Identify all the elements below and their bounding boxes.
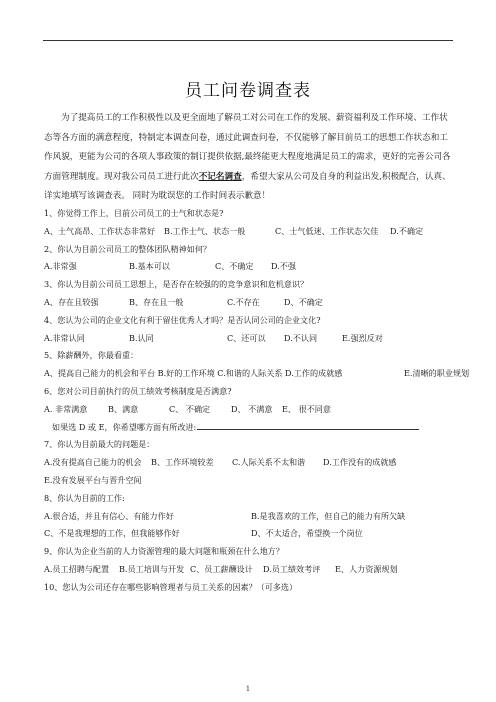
q6-followup <box>44 419 456 437</box>
q7-option[interactable]: D.工作没有的成就感 <box>323 457 397 468</box>
q6: 6、您对公司目前执行的员工绩效考核制度是否满意? <box>44 385 232 396</box>
q6-option[interactable]: B、满意 <box>108 403 139 414</box>
q7-option[interactable]: C.人际关系不太和谐 <box>232 457 306 468</box>
q3-option[interactable]: A、存在且较强 <box>44 296 99 307</box>
q7-option[interactable]: B、工作环境较差 <box>151 457 214 468</box>
q4: 4、您认为公司的企业文化有利于留住优秀人才吗？是否认同公司的企业文化? <box>44 314 321 325</box>
q4-option[interactable]: C、还可以 <box>227 332 266 343</box>
q8-options-2 <box>44 525 456 543</box>
intro-text-after: ，希望大家从公司及自身的利益出发,积极配合，认真、详实地填写该调查表。 同时为耽误您的工作时间表示歉意！ <box>44 171 451 201</box>
q3: 3、你认为目前公司员工思想上，是否存在较强的的竞争意识和危机意识？ <box>44 279 309 290</box>
q4-option[interactable]: E.强烈反对 <box>342 332 383 343</box>
q6-option[interactable]: A. 非常满意 <box>44 403 88 414</box>
q5-option[interactable]: A、提高自己能力的机会和平台 B.好的工作环境 C.和谐的人际关系 D.工作的成就感 <box>44 368 343 379</box>
q6-option[interactable]: D、 不满意 <box>231 403 273 414</box>
q7-option[interactable]: A.没有提高自己能力的机会 <box>44 457 142 468</box>
q5-options <box>44 365 470 383</box>
q7-options-2 <box>44 472 456 490</box>
q1-option[interactable]: C、士气低迷、工作状态欠佳 <box>275 225 379 236</box>
q1-option[interactable]: A、士气高昂、工作状态非常好 <box>44 225 156 236</box>
q9-option[interactable]: C、员工薪酬设计 <box>190 563 253 574</box>
q9-options <box>44 561 456 579</box>
q8: 8、你认为目前的工作: <box>44 492 125 503</box>
q2-option[interactable]: C、不确定 <box>215 261 254 272</box>
followup-label: 如果选 D 或 E，你希望哪方面有所改进: <box>52 421 197 432</box>
q9-option[interactable]: A.员工招聘与配置 <box>44 563 110 574</box>
q3-options <box>44 294 456 312</box>
q10: 10、您认为公司还存在哪些影响管理者与员工关系的因素？（可多选） <box>44 581 298 592</box>
q5: 5、除薪酬外，你最看重： <box>44 350 139 361</box>
q6-options <box>44 401 456 419</box>
intro-emphasis: 不记名调查 <box>198 171 242 182</box>
q7-2-option[interactable]: E.没有发展平台与晋升空间 <box>44 474 142 485</box>
q3-option[interactable]: C.不存在 <box>227 296 260 307</box>
q1: 1、你觉得工作上，目前公司员工的士气和状态是? <box>44 208 224 218</box>
q8-options <box>44 508 456 526</box>
q9: 9、你认为企业当前的人力资源管理的最大问题和瓶颈在什么地方？ <box>44 546 284 557</box>
q2-option[interactable]: A.非常强 <box>44 261 77 272</box>
q1-option[interactable]: D.不确定 <box>390 225 424 236</box>
q8-2-option[interactable]: C、不是我理想的工作，但我能够作好 <box>44 528 180 539</box>
q2: 2、你认为目前公司员工的整体团队精神如何？ <box>44 243 212 254</box>
improvement-blank-field[interactable] <box>197 419 419 430</box>
q9-option[interactable]: D.员工绩效考评 <box>263 563 321 574</box>
q2-option[interactable]: B.基本可以 <box>129 261 170 272</box>
q8-option[interactable]: B.是我喜欢的工作，但自己的能力有所欠缺 <box>251 510 406 521</box>
q9-option[interactable]: B.员工培训与开发 <box>119 563 185 574</box>
q7-options <box>44 454 456 472</box>
q5-option[interactable]: E.清晰的职业规划 <box>404 368 470 379</box>
q4-option[interactable]: A.非常认同 <box>44 332 85 343</box>
header-rule <box>43 40 453 41</box>
q9-option[interactable]: E、人力资源规划 <box>335 563 398 574</box>
q7: 7、你认为目前最大的问题是： <box>44 439 155 450</box>
q8-2-option[interactable]: D、不太适合，希望换一个岗位 <box>251 528 363 539</box>
page-number: 1 <box>245 685 251 693</box>
page-title: 员工问卷调查表 <box>185 81 311 101</box>
q4-option[interactable]: D.不认同 <box>284 332 318 343</box>
q2-option[interactable]: D.不强 <box>271 261 296 272</box>
q4-option[interactable]: B.认同 <box>129 332 154 343</box>
q6-option[interactable]: C、 不确定 <box>169 403 211 414</box>
q4-options <box>44 330 456 348</box>
q2-options <box>44 258 456 276</box>
q8-option[interactable]: A.很合适，并且有信心、有能力作好 <box>44 510 174 521</box>
q1-options <box>44 223 456 241</box>
q3-option[interactable]: D、不确定 <box>284 296 323 307</box>
questionnaire <box>44 205 470 597</box>
q1-option[interactable]: B.工作士气、状态一般 <box>164 225 246 236</box>
q6-option[interactable]: E、 很不同意 <box>282 403 331 414</box>
intro-paragraph <box>44 109 456 207</box>
q3-option[interactable]: B、存在且一般 <box>129 296 184 307</box>
intro-text-before: 为了提高员工的工作积极性以及更全面地了解员工对公司在工作的发展、薪资福利及工作环境、工作状态等各方面的满意程度，特制定本调查问卷，通过此调查问卷，不仅能够了解目前员工的思想工作状态和工作风貌，更能为公司的各项人事政策的制订提供依据,最终能更大程度地满足员工的需求，更好的完善公司各方面管理制度。现对我公司员工进行此次 <box>44 113 451 182</box>
